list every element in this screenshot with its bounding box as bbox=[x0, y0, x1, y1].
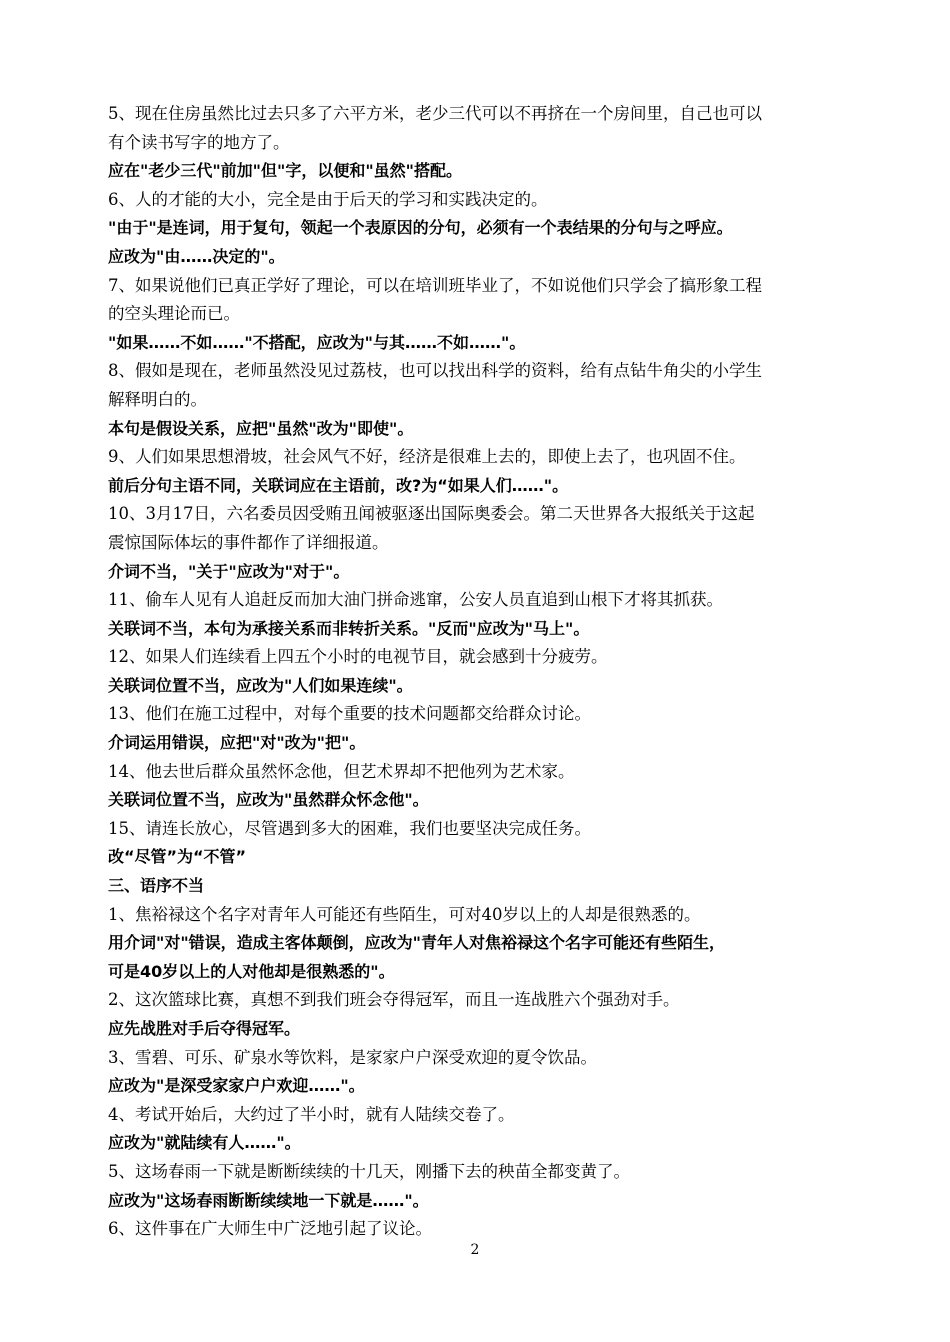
answer-line: "如果……不如……"不搭配，应改为"与其……不如……"。 bbox=[108, 332, 526, 352]
answer-line: 改“尽管”为“不管” bbox=[108, 847, 247, 867]
answer-line: 应在"老少三代"前加"但"字，以便和"虽然"搭配。 bbox=[108, 161, 463, 181]
question-line: 解释明白的。 bbox=[108, 389, 207, 409]
answer-line: 本句是假设关系，应把"虽然"改为"即使"。 bbox=[108, 418, 414, 438]
question-line: 6、人的才能的大小，完全是由于后天的学习和实践决定的。 bbox=[108, 189, 548, 209]
question-line: 6、这件事在广大师生中广泛地引起了议论。 bbox=[108, 1219, 432, 1239]
question-line: 震惊国际体坛的事件都作了详细报道。 bbox=[108, 532, 389, 552]
question-line: 12、如果人们连续看上四五个小时的电视节目，就会感到十分疲劳。 bbox=[108, 647, 608, 667]
answer-line: 应改为"就陆续有人……"。 bbox=[108, 1133, 301, 1153]
answer-line: 三、语序不当 bbox=[108, 876, 205, 896]
question-line: 7、如果说他们已真正学好了理论，可以在培训班毕业了，不如说他们只学会了搞形象工程 bbox=[108, 275, 762, 295]
question-line: 3、雪碧、可乐、矿泉水等饮料，是家家户户深受欢迎的夏令饮品。 bbox=[108, 1047, 597, 1067]
answer-line: 关联词位置不当，应改为"人们如果连续"。 bbox=[108, 675, 413, 695]
question-line: 4、考试开始后，大约过了半小时，就有人陆续交卷了。 bbox=[108, 1104, 515, 1124]
document-body bbox=[108, 100, 848, 1244]
question-line: 1、焦裕禄这个名字对青年人可能还有些陌生，可对40岁以上的人却是很熟悉的。 bbox=[108, 904, 701, 924]
answer-line: 介词运用错误，应把"对"改为"把"。 bbox=[108, 733, 366, 753]
question-line: 11、偷车人见有人追赶反而加大油门拼命逃窜，公安人员直追到山根下才将其抓获。 bbox=[108, 590, 723, 610]
answer-line: 应先战胜对手后夺得冠军。 bbox=[108, 1019, 301, 1038]
answer-line: "由于"是连词，用于复句，领起一个表原因的分句，必须有一个表结果的分句与之呼应。 bbox=[108, 218, 733, 238]
question-line: 10、3月17日，六名委员因受贿丑闻被驱逐出国际奥委会。第二天世界各大报纸关于这起 bbox=[108, 504, 755, 524]
answer-line: 关联词不当，本句为承接关系而非转折关系。"反而"应改为"马上"。 bbox=[108, 618, 590, 638]
question-line: 5、这场春雨一下就是断断续续的十几天，刚播下去的秧苗全都变黄了。 bbox=[108, 1161, 630, 1181]
question-line: 有个读书写字的地方了。 bbox=[108, 132, 290, 152]
question-line: 8、假如是现在，老师虽然没见过荔枝，也可以找出科学的资料，给有点钻牛角尖的小学生 bbox=[108, 361, 762, 381]
question-line: 15、请连长放心，尽管遇到多大的困难，我们也要坚决完成任务。 bbox=[108, 818, 591, 838]
answer-line: 用介词"对"错误，造成主客体颠倒，应改为"青年人对焦裕禄这个名字可能还有些陌生， bbox=[108, 933, 726, 953]
question-line: 13、他们在施工过程中，对每个重要的技术问题都交给群众讨论。 bbox=[108, 704, 591, 724]
page-number: 2 bbox=[470, 1242, 480, 1258]
answer-line: 应改为"这场春雨断断续续地一下就是……"。 bbox=[108, 1190, 429, 1210]
question-line: 2、这次篮球比赛，真想不到我们班会夺得冠军，而且一连战胜六个强劲对手。 bbox=[108, 990, 680, 1010]
answer-line: 关联词位置不当，应改为"虽然群众怀念他"。 bbox=[108, 790, 429, 810]
question-line: 5、现在住房虽然比过去只多了六平方米，老少三代可以不再挤在一个房间里，自己也可以 bbox=[108, 104, 762, 123]
question-line: 的空头理论而已。 bbox=[108, 304, 240, 324]
question-line: 9、人们如果思想滑坡，社会风气不好，经济是很难上去的，即使上去了，也巩固不住。 bbox=[108, 447, 746, 467]
answer-line: 应改为"由……决定的"。 bbox=[108, 246, 285, 266]
question-line: 14、他去世后群众虽然怀念他，但艺术界却不把他列为艺术家。 bbox=[108, 761, 575, 781]
answer-line: 前后分句主语不同，关联词应在主语前，改?为“如果人们……"。 bbox=[108, 475, 569, 495]
answer-line: 应改为"是深受家家户户欢迎……"。 bbox=[108, 1076, 365, 1096]
answer-line: 介词不当，"关于"应改为"对于"。 bbox=[108, 561, 350, 581]
answer-line: 可是40岁以上的人对他却是很熟悉的"。 bbox=[108, 961, 395, 981]
